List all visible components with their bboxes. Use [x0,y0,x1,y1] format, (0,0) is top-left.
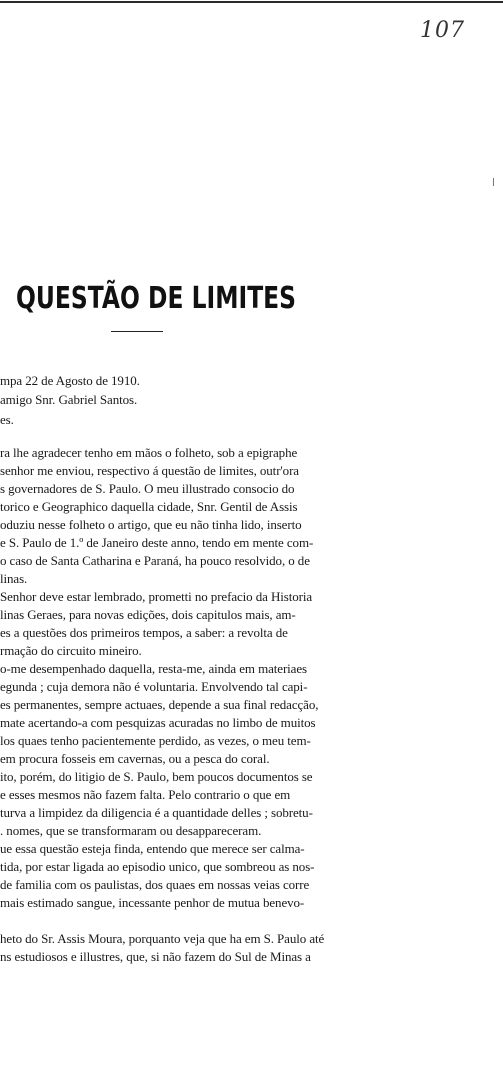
text-line: es. [0,412,14,427]
text-line: rmação do circuito mineiro. [0,643,142,658]
text-line: senhor me enviou, respectivo á questão de limites, outr'ora [0,463,299,478]
text-line: mais estimado sangue, incessante penhor de mutua benevo- [0,895,305,910]
top-border-line [0,1,503,3]
text-line: o-me desempenhado daquella, resta-me, ainda em materiaes [0,661,307,676]
chapter-title: QUESTÃO DE LIMITES [16,281,296,316]
text-line: de familia com os paulistas, dos quaes em nossas veias corre [0,877,310,892]
text-line: heto do Sr. Assis Moura, porquanto veja que ha em S. Paulo até [0,931,325,946]
text-line: ra lhe agradecer tenho em mãos o folheto, sob a epigraphe [0,445,298,460]
text-line: es a questões dos primeiros tempos, a saber: a revolta de [0,625,288,640]
text-line: egunda ; cuja demora não é voluntaria. Envolvendo tal capi- [0,679,308,694]
text-line: s governadores de S. Paulo. O meu illustrado consocio do [0,481,295,496]
margin-mark [493,178,494,186]
text-line: e esses mesmos não fazem falta. Pelo contrario o que em [0,787,291,802]
text-line: ns estudiosos e illustres, que, si não fazem do Sul de Minas a [0,949,311,964]
page-number: 107 [420,18,465,43]
text-line: turva a limpidez da diligencia é a quantidade delles ; sobretu- [0,805,313,820]
text-line: oduziu nesse folheto o artigo, que eu não tinha lido, inserto [0,517,302,532]
text-line: o caso de Santa Catharina e Paraná, ha pouco resolvido, o de [0,553,310,568]
text-line: mpa 22 de Agosto de 1910. [0,373,140,388]
title-rule [111,331,163,332]
text-line: ue essa questão esteja finda, entendo que merece ser calma- [0,841,305,856]
text-line: los quaes tenho pacientemente perdido, as vezes, o meu tem- [0,733,311,748]
text-line: e S. Paulo de 1.º de Janeiro deste anno, tendo em mente com- [0,535,314,550]
text-line: Senhor deve estar lembrado, prometti no prefacio da Historia [0,589,313,604]
text-line: amigo Snr. Gabriel Santos. [0,392,138,407]
text-line: es permanentes, sempre actuaes, depende a sua final redacção, [0,697,319,712]
text-line: mate acertando-a com pesquizas acuradas no limbo de muitos [0,715,316,730]
text-line: linas. [0,571,28,586]
text-line: em procura fosseis em cavernas, ou a pesca do coral. [0,751,270,766]
text-line: linas Geraes, para novas edições, dois capitulos mais, am- [0,607,296,622]
text-line: torico e Geographico daquella cidade, Snr. Gentil de Assis [0,499,298,514]
text-line: ito, porém, do litigio de S. Paulo, bem poucos documentos se [0,769,313,784]
text-line: . nomes, que se transformaram ou desappareceram. [0,823,262,838]
text-line: tida, por estar ligada ao episodio unico, que sombreou as nos- [0,859,315,874]
